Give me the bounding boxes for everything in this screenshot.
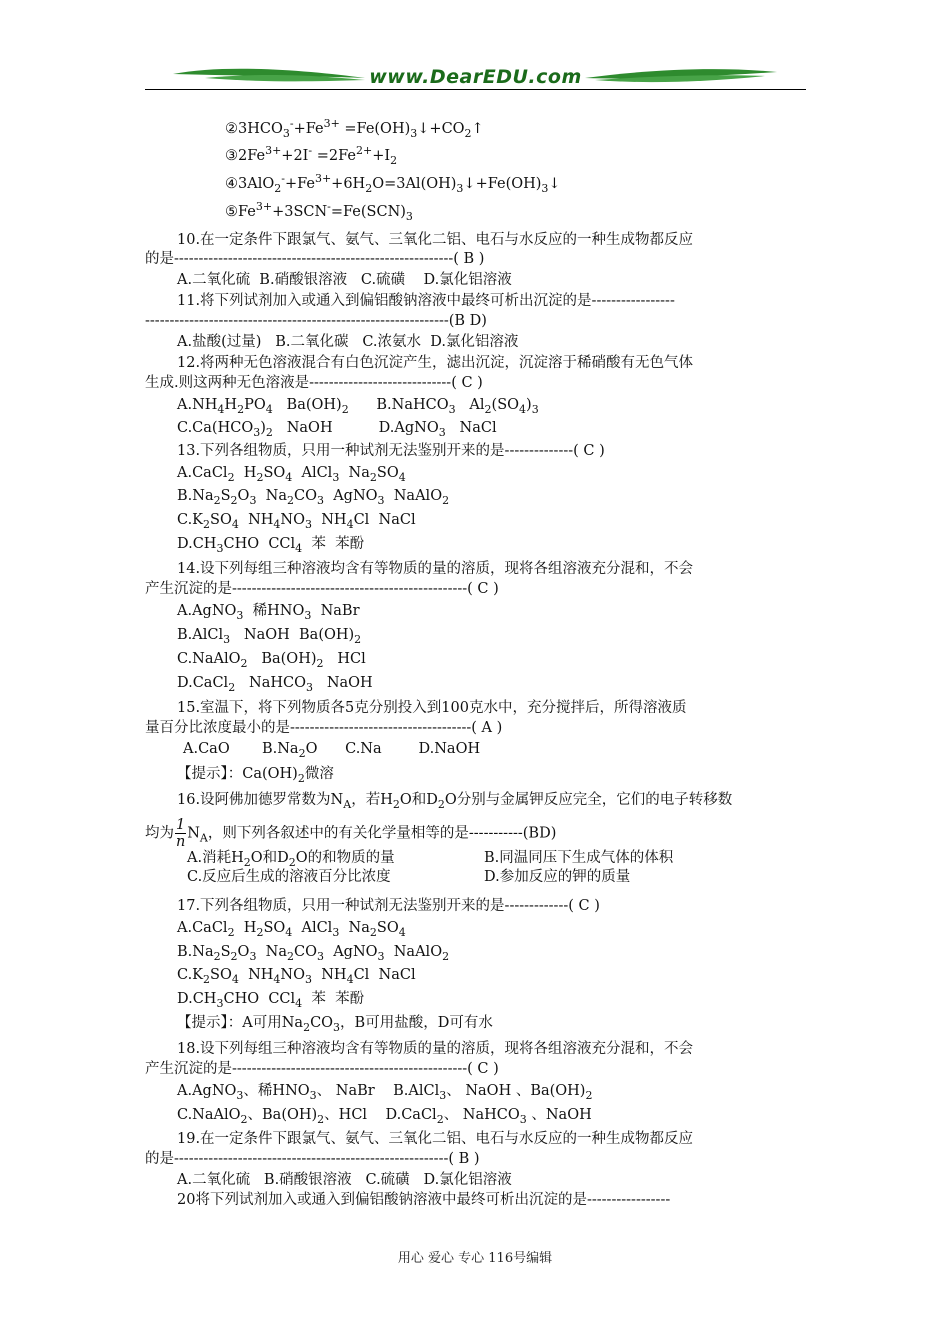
- q17-hint: 【提示】：A可用$Na_2CO_3$，B可用盐酸，D可有水: [177, 1015, 493, 1034]
- fraction-1-over-n: $\frac{1}{n}$: [175, 817, 186, 850]
- site-header: [145, 62, 806, 92]
- q11-text: 11.将下列试剂加入或通入到偏铝酸钠溶液中最终可析出沉淀的是-----------------: [177, 293, 675, 309]
- q18-text: 18.设下列每组三种溶液均含有等物质的量的溶质，现将各组溶液充分混和，不会: [177, 1041, 694, 1057]
- q15-hint: 【提示】：$Ca(OH)_2$微溶: [177, 766, 334, 785]
- q13-option-c: $C.K_2SO_4$ $NH_4NO_3$ $NH_4Cl$ NaCl: [177, 512, 416, 531]
- site-logo[interactable]: www.DearEDU.com: [369, 66, 582, 88]
- q14-option-b: B.AlCl$_3$ NaOH $Ba(OH)_2$: [177, 627, 362, 646]
- equation-4: $④3AlO_2^-+Fe^{3+}+6H_2O=3Al(OH)_3↓+Fe(OH)_3↓$: [225, 172, 561, 195]
- equation-3: $③2Fe^{3+}+2I^- =2Fe^{2+}+I_2$: [225, 144, 398, 167]
- q14-text: 14.设下列每组三种溶液均含有等物质的量的溶质，现将各组溶液充分混和，不会: [177, 561, 694, 577]
- page-footer: 用心 爱心 专心 116号编辑: [397, 1251, 553, 1266]
- q11-options: A.盐酸(过量) B.二氧化碳 C.浓氨水 D.氯化铝溶液: [177, 334, 519, 350]
- q18-answer: 产生沉淀的是------------------------------------------------( C ): [145, 1061, 499, 1077]
- q13-option-a: A.CaCl$_2$ $H_2SO_4$ AlCl$_3$ $Na_2SO_4$: [177, 465, 406, 484]
- equation-5: $⑤Fe^{3+}+3SCN^-=Fe(SCN)_3$: [225, 200, 413, 223]
- q13-option-d: $D.CH_3CHO$ CCl$_4$ 苯 苯酚: [177, 536, 365, 555]
- q11-answer: --------------------------------------------------------------(B D): [145, 313, 487, 329]
- q17-option-b: $B.Na_2S_2O_3$ $Na_2CO_3$ AgNO$_3$ NaAlO$_2$: [177, 944, 450, 963]
- q10-answer: 的是---------------------------------------------------------( B ): [145, 251, 485, 267]
- q17-option-a: A.CaCl$_2$ $H_2SO_4$ AlCl$_3$ $Na_2SO_4$: [177, 920, 406, 939]
- q18-options-ab: A.AgNO$_3$、稀$HNO_3$、 NaBr B.AlCl$_3$、 NaOH 、$Ba(OH)_2$: [177, 1083, 593, 1102]
- q16-answer: 均为 $\frac{1}{n}N_A$，则下列各叙述中的有关化学量相等的是-----------(BD): [145, 817, 557, 850]
- q14-answer: 产生沉淀的是------------------------------------------------( C ): [145, 581, 499, 597]
- q15-text: 15.室温下，将下列物质各5克分别投入到100克水中，充分搅拌后，所得溶液质: [177, 700, 687, 716]
- q14-option-d: D.CaCl$_2$ NaHCO$_3$ NaOH: [177, 675, 373, 694]
- q20-text: 20将下列试剂加入或通入到偏铝酸钠溶液中最终可析出沉淀的是-----------------: [177, 1192, 671, 1208]
- q18-options-cd: C.NaAlO$_2$、$Ba(OH)_2$、HCl D.CaCl$_2$、 NaHCO$_3$ 、NaOH: [177, 1107, 592, 1126]
- q16-option-d: D.参加反应的钾的质量: [484, 869, 631, 885]
- q15-options: A.CaO $B.Na_2O$ C.Na D.NaOH: [183, 741, 481, 760]
- q12-options-ab: $A.NH_4H_2PO_4$ $Ba(OH)_2$ B.NaHCO$_3$ $Al_2(SO_4)_3$: [177, 397, 539, 416]
- q17-option-d: $D.CH_3CHO$ CCl$_4$ 苯 苯酚: [177, 991, 365, 1010]
- q16-option-b: B.同温同压下生成气体的体积: [484, 850, 674, 866]
- q10-text: 10.在一定条件下跟氯气、氨气、三氧化二铝、电石与水反应的一种生成物都反应: [177, 232, 694, 248]
- q13-option-b: $B.Na_2S_2O_3$ $Na_2CO_3$ AgNO$_3$ NaAlO$_2$: [177, 488, 450, 507]
- q19-options: A.二氧化硫 B.硝酸银溶液 C.硫磺 D.氯化铝溶液: [177, 1172, 512, 1188]
- q16-option-c: C.反应后生成的溶液百分比浓度: [187, 869, 391, 885]
- q16-text: 16.设阿佛加德罗常数为$N_A$，若$H_2O$和$D_2O$分别与金属钾反应完全，它们的电子转移数: [177, 792, 733, 811]
- q14-option-c: C.NaAlO$_2$ $Ba(OH)_2$ HCl: [177, 651, 366, 670]
- equation-2: $②3HCO_3^-+Fe^{3+}$ $=Fe(OH)_3↓+CO_2↑$: [225, 117, 484, 140]
- q17-option-c: $C.K_2SO_4$ $NH_4NO_3$ $NH_4Cl$ NaCl: [177, 967, 416, 986]
- q10-options: A.二氧化硫 B.硝酸银溶液 C.硫磺 D.氯化铝溶液: [177, 272, 512, 288]
- q12-answer: 生成.则这两种无色溶液是-----------------------------( C ): [145, 375, 483, 391]
- q14-option-a: A.AgNO$_3$ 稀$HNO_3$ NaBr: [177, 603, 360, 622]
- q13-text: 13.下列各组物质，只用一种试剂无法鉴别开来的是--------------( C ): [177, 443, 605, 459]
- q15-answer: 量百分比浓度最小的是-------------------------------------( A ): [145, 720, 503, 736]
- q17-text: 17.下列各组物质，只用一种试剂无法鉴别开来的是-------------( C ): [177, 898, 600, 914]
- q19-answer: 的是--------------------------------------------------------( B ): [145, 1151, 480, 1167]
- header-divider: [145, 89, 806, 90]
- q12-text: 12.将两种无色溶液混合有白色沉淀产生，滤出沉淀，沉淀溶于稀硝酸有无色气体: [177, 355, 694, 371]
- q16-option-a: A.消耗$H_2O$和$D_2O$的和物质的量: [187, 850, 395, 869]
- q12-options-cd: $C.Ca(HCO_3)_2$ NaOH D.AgNO$_3$ NaCl: [177, 420, 497, 439]
- q19-text: 19.在一定条件下跟氯气、氨气、三氧化二铝、电石与水反应的一种生成物都反应: [177, 1131, 694, 1147]
